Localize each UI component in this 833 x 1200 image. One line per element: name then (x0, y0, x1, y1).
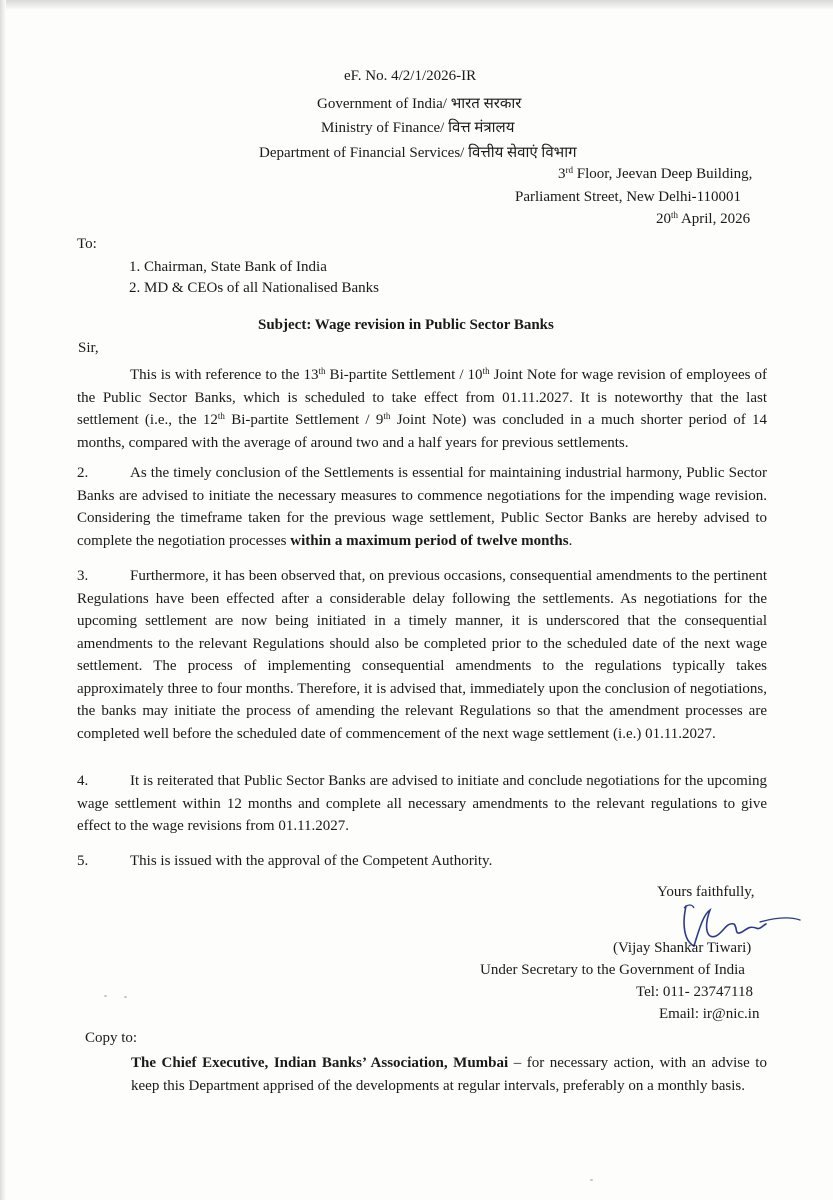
copy-to-label: Copy to: (85, 1030, 138, 1046)
recipient-1: 1. Chairman, State Bank of India (129, 259, 327, 275)
letter-date: 20th April, 2026 (656, 210, 751, 227)
to-label: To: (77, 236, 97, 252)
contact-telephone: Tel: 011- 23747118 (636, 984, 753, 1000)
department-line: Department of Financial Services/ वित्तीय सेवाएं विभाग (259, 145, 577, 161)
scan-speck (124, 996, 127, 998)
scan-speck (590, 1179, 593, 1181)
signatory-designation: Under Secretary to the Government of India (480, 962, 745, 978)
paragraph-5: 5. This is issued with the approval of the Competent Authority. (77, 853, 493, 869)
contact-email: Email: ir@nic.in (659, 1006, 760, 1022)
signatory-name: (Vijay Shankar Tiwari) (613, 940, 752, 956)
address-floor: 3rd Floor, Jeevan Deep Building, (558, 165, 753, 182)
scan-top-edge (0, 0, 833, 10)
paragraph-1: This is with reference to the 13th Bi-partite Settlement / 10th Joint Note for wage revision of employees of the Public Sector Banks, which is scheduled to take effect from 01.11.2027. It is noteworthy that the last settlement (i.e., the 12th Bi-partite Settlement / 9th Joint Note) was concluded in a much shorter period of 14 months, compared with the average of around two and a half years for previous settlements. (77, 366, 768, 451)
paragraph-3: 3. Furthermore, it has been observed that, on previous occasions, consequential amendments to the pertinent Regulations have been effected after a considerable delay following the settlements. As negotiations for the upcoming settlement are now being initiated in a timely manner, it is underscored that the consequential amendments to the relevant Regulations should also be completed prior to the scheduled date of the next wage settlement. The process of implementing consequential amendments to the regulations typically takes approximately three to four months. Therefore, it is advised that, immediately upon the conclusion of negotiations, the banks may initiate the process of amending the relevant Regulations so that the amendment processes are completed well before the scheduled date of commencement of the next wage settlement (i.e.) 01.11.2027. (77, 568, 767, 742)
copy-to-text: The Chief Executive, Indian Banks’ Association, Mumbai – for necessary action, with an advise to keep this Department apprised of the developments at regular intervals, preferably on a monthly basis. (131, 1055, 767, 1094)
salutation: Sir, (78, 340, 99, 356)
scan-left-edge (0, 0, 6, 1200)
scan-speck (104, 995, 107, 997)
paragraph-4: 4. It is reiterated that Public Sector Banks are advised to initiate and conclude negotiations for the upcoming wage settlement within 12 months and complete all necessary amendments to the relevant regulations to give effect to the wage revisions from 01.11.2027. (77, 773, 767, 834)
subject-line: Subject: Wage revision in Public Sector Banks (258, 317, 554, 333)
recipient-2: 2. MD & CEOs of all Nationalised Banks (129, 280, 379, 296)
yours-faithfully: Yours faithfully, (657, 884, 755, 900)
ministry-line: Ministry of Finance/ वित्त मंत्रालय (321, 120, 515, 136)
government-line: Government of India/ भारत सरकार (317, 96, 522, 112)
paragraph-2: 2. As the timely conclusion of the Settlements is essential for maintaining industrial harmony, Public Sector Banks are advised to initiate the necessary measures to commence negotiations for the impending wage revision. Considering the timeframe taken for the previous wage settlement, Public Sector Banks are hereby advised to complete the negotiation processes within a maximum period of twelve months. (77, 465, 767, 549)
file-number: eF. No. 4/2/1/2026-IR (344, 68, 477, 84)
address-street: Parliament Street, New Delhi-110001 (515, 189, 742, 205)
